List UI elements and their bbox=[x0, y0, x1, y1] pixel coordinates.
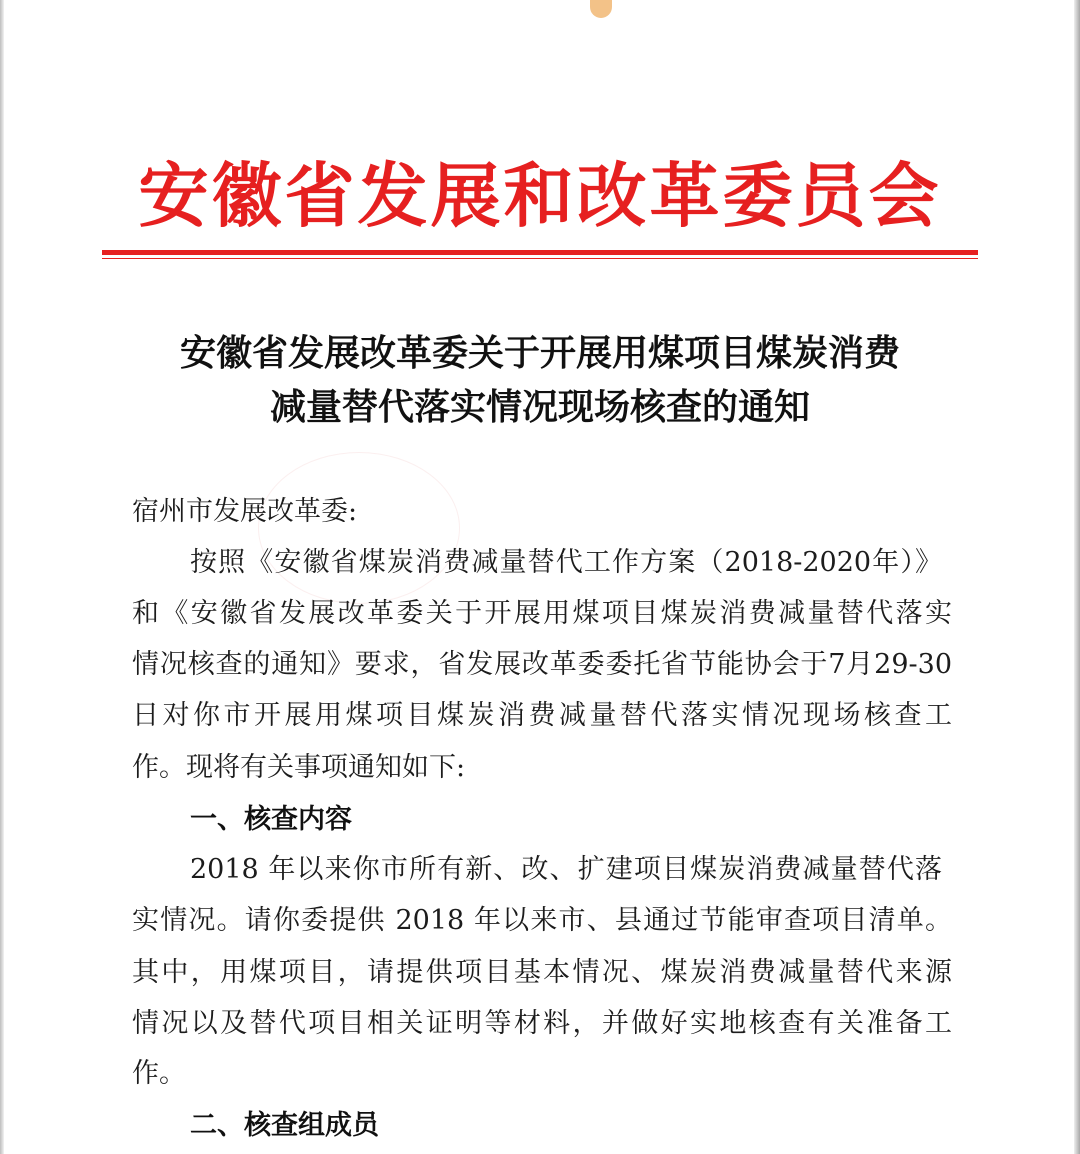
section-1-line: 2018 年以来你市所有新、改、扩建项目煤炭消费减量替代落 bbox=[190, 854, 942, 885]
salutation: 宿州市发展改革委: bbox=[132, 496, 358, 527]
section-1-line: 实情况。请你委提供 2018 年以来市、县通过节能审查项目清单。 bbox=[132, 905, 952, 936]
intro-line: 情况核查的通知》要求，省发展改革委委托省节能协会于7月29-30 bbox=[132, 649, 952, 680]
section-2-heading: 二、核查组成员 bbox=[190, 1110, 379, 1141]
section-1-line: 情况以及替代项目相关证明等材料，并做好实地核查有关准备工 bbox=[132, 1008, 952, 1039]
letterhead-red-rule bbox=[102, 250, 978, 255]
intro-line: 按照《安徽省煤炭消费减量替代工作方案（2018-2020年）》 bbox=[190, 547, 942, 578]
document-title-line-1: 安徽省发展改革委关于开展用煤项目煤炭消费 bbox=[179, 333, 900, 374]
letterhead-org-name: 安徽省发展和改革委员会 bbox=[138, 155, 942, 237]
section-1-line: 作。 bbox=[132, 1058, 186, 1089]
intro-line: 日对你市开展用煤项目煤炭消费减量替代落实情况现场核查工 bbox=[132, 700, 952, 731]
intro-line: 和《安徽省发展改革委关于开展用煤项目煤炭消费减量替代落实 bbox=[132, 598, 952, 629]
page-edge-right bbox=[1074, 0, 1080, 1154]
letterhead-red-rule-thin bbox=[102, 258, 978, 259]
section-1-line: 其中，用煤项目，请提供项目基本情况、煤炭消费减量替代来源 bbox=[132, 957, 952, 988]
section-1-heading: 一、核查内容 bbox=[190, 804, 352, 835]
intro-line: 作。现将有关事项通知如下: bbox=[132, 752, 466, 783]
page-edge-left bbox=[0, 0, 4, 1154]
document-title-line-2: 减量替代落实情况现场核查的通知 bbox=[269, 387, 810, 428]
binder-clip-mark bbox=[590, 0, 612, 18]
